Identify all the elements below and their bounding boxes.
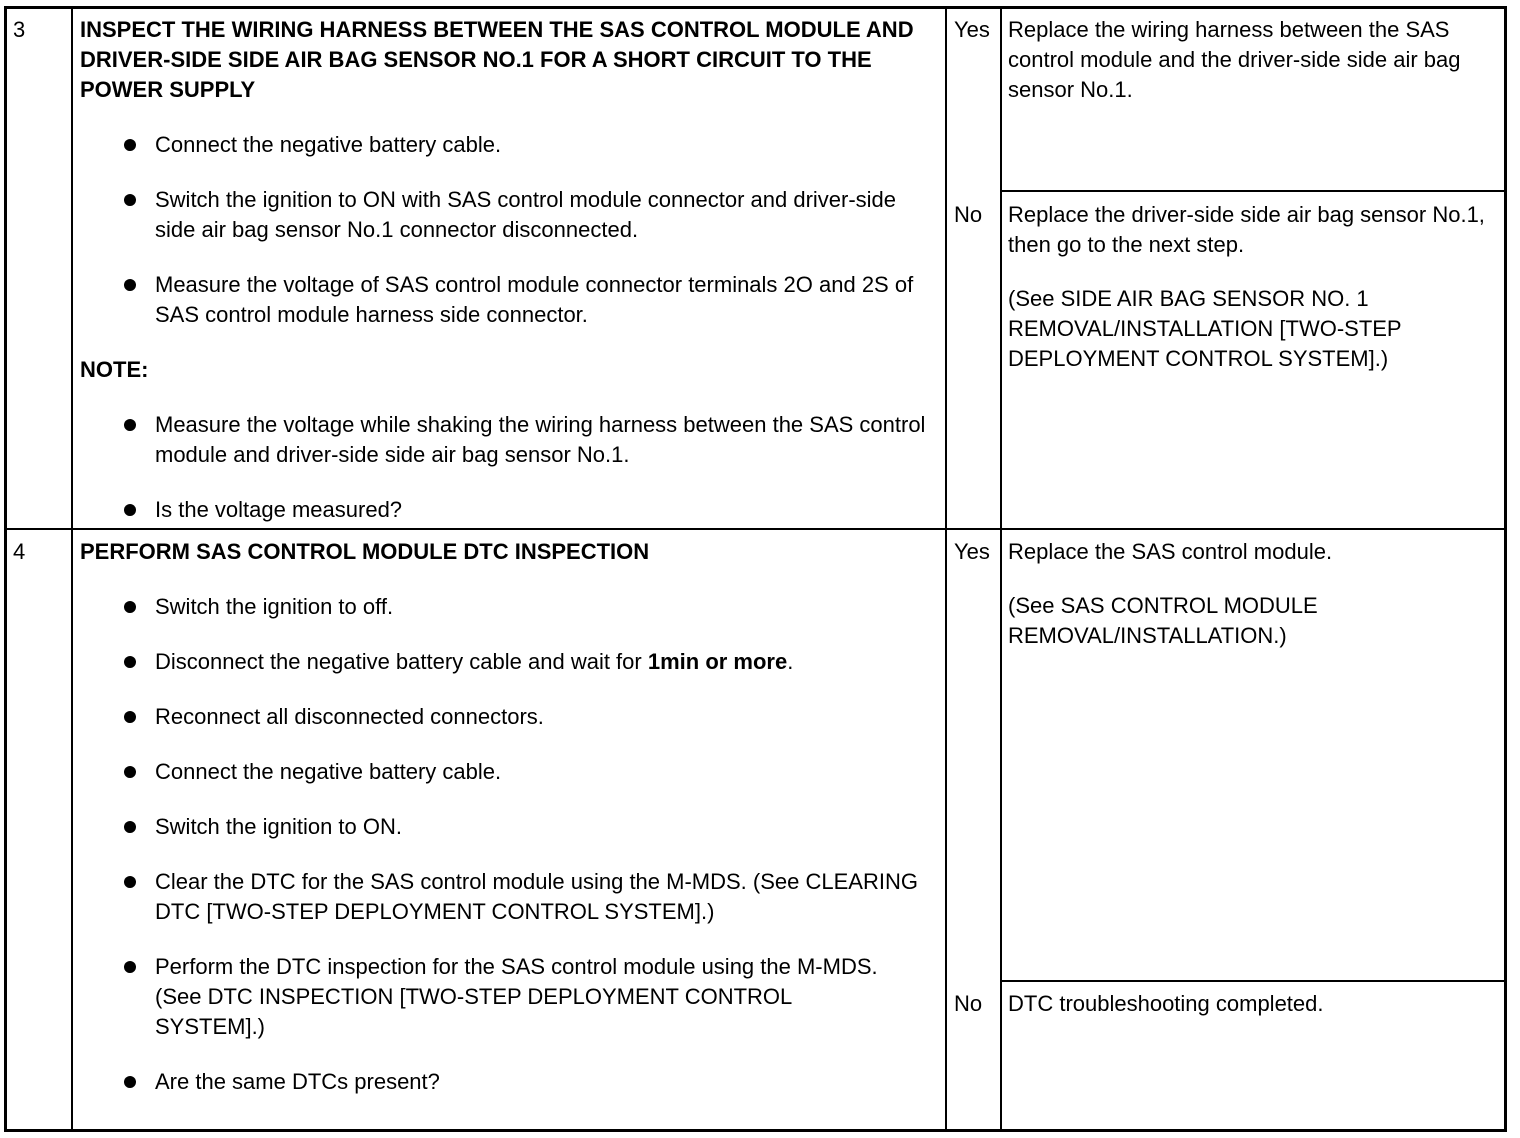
list-item: Reconnect all disconnected connectors. xyxy=(80,702,940,732)
list-item: Disconnect the negative battery cable and wait for 1min or more. xyxy=(80,647,940,677)
step-bullet-list xyxy=(80,130,940,330)
result-text: Replace the driver-side side air bag sensor No.1, then go to the next step. xyxy=(1008,202,1485,257)
step-title: PERFORM SAS CONTROL MODULE DTC INSPECTION xyxy=(80,539,650,564)
step-title: INSPECT THE WIRING HARNESS BETWEEN THE SAS CONTROL MODULE AND DRIVER-SIDE SIDE AIR BAG SENSOR NO.1 FOR A SHORT CIRCUIT TO THE POWER SUPPLY xyxy=(80,17,914,102)
column-divider xyxy=(71,9,73,1129)
yes-result xyxy=(1008,537,1503,651)
list-item: Measure the voltage while shaking the wiring harness between the SAS control module and driver-side side air bag sensor No.1. xyxy=(80,410,940,470)
list-item: Switch the ignition to off. xyxy=(80,592,940,622)
bullet-icon xyxy=(124,194,136,206)
no-result xyxy=(1008,200,1503,374)
bullet-icon xyxy=(124,504,136,516)
list-item: Connect the negative battery cable. xyxy=(80,130,940,160)
bullet-icon xyxy=(124,711,136,723)
step-bullet-list xyxy=(80,592,940,1097)
no-label: No xyxy=(954,991,983,1016)
list-item: Perform the DTC inspection for the SAS control module using the M-MDS. (See DTC INSPECTION [TWO-STEP DEPLOYMENT CONTROL SYSTEM].) xyxy=(80,952,940,1042)
troubleshooting-table xyxy=(4,6,1507,1132)
column-divider xyxy=(1000,9,1002,1129)
yes-no-divider xyxy=(1000,190,1504,192)
bullet-icon xyxy=(124,601,136,613)
yes-no-divider xyxy=(1000,980,1504,982)
result-text: Replace the SAS control module. xyxy=(1008,539,1333,564)
list-item: Switch the ignition to ON with SAS control module connector and driver-side side air bag sensor No.1 connector disconnected. xyxy=(80,185,940,245)
result-text: DTC troubleshooting completed. xyxy=(1008,991,1324,1016)
note-label: NOTE: xyxy=(80,357,149,382)
bullet-icon xyxy=(124,766,136,778)
yes-label: Yes xyxy=(954,539,990,564)
yes-label: Yes xyxy=(954,17,990,42)
list-item: Switch the ignition to ON. xyxy=(80,812,940,842)
no-label: No xyxy=(954,202,983,227)
row-divider xyxy=(7,528,1504,530)
yes-result xyxy=(1008,15,1503,105)
note-bullet-list xyxy=(80,410,940,525)
no-result xyxy=(1008,989,1503,1019)
bullet-icon xyxy=(124,279,136,291)
step-number: 3 xyxy=(13,17,26,42)
list-item: Are the same DTCs present? xyxy=(80,1067,940,1097)
bullet-icon xyxy=(124,139,136,151)
bullet-icon xyxy=(124,876,136,888)
list-item: Measure the voltage of SAS control module connector terminals 2O and 2S of SAS control module harness side connector. xyxy=(80,270,940,330)
bullet-icon xyxy=(124,961,136,973)
column-divider xyxy=(945,9,947,1129)
bullet-icon xyxy=(124,821,136,833)
result-text: Replace the wiring harness between the SAS control module and the driver-side side air bag sensor No.1. xyxy=(1008,17,1461,102)
bullet-icon xyxy=(124,419,136,431)
bullet-icon xyxy=(124,1076,136,1088)
bullet-icon xyxy=(124,656,136,668)
result-reference: (See SAS CONTROL MODULE REMOVAL/INSTALLATION.) xyxy=(1008,593,1318,648)
list-item: Connect the negative battery cable. xyxy=(80,757,940,787)
list-item: Clear the DTC for the SAS control module using the M-MDS. (See CLEARING DTC [TWO-STEP DEPLOYMENT CONTROL SYSTEM].) xyxy=(80,867,940,927)
step-number: 4 xyxy=(13,539,26,564)
list-item: Is the voltage measured? xyxy=(80,495,940,525)
result-reference: (See SIDE AIR BAG SENSOR NO. 1 REMOVAL/INSTALLATION [TWO-STEP DEPLOYMENT CONTROL SYSTEM].) xyxy=(1008,286,1402,371)
